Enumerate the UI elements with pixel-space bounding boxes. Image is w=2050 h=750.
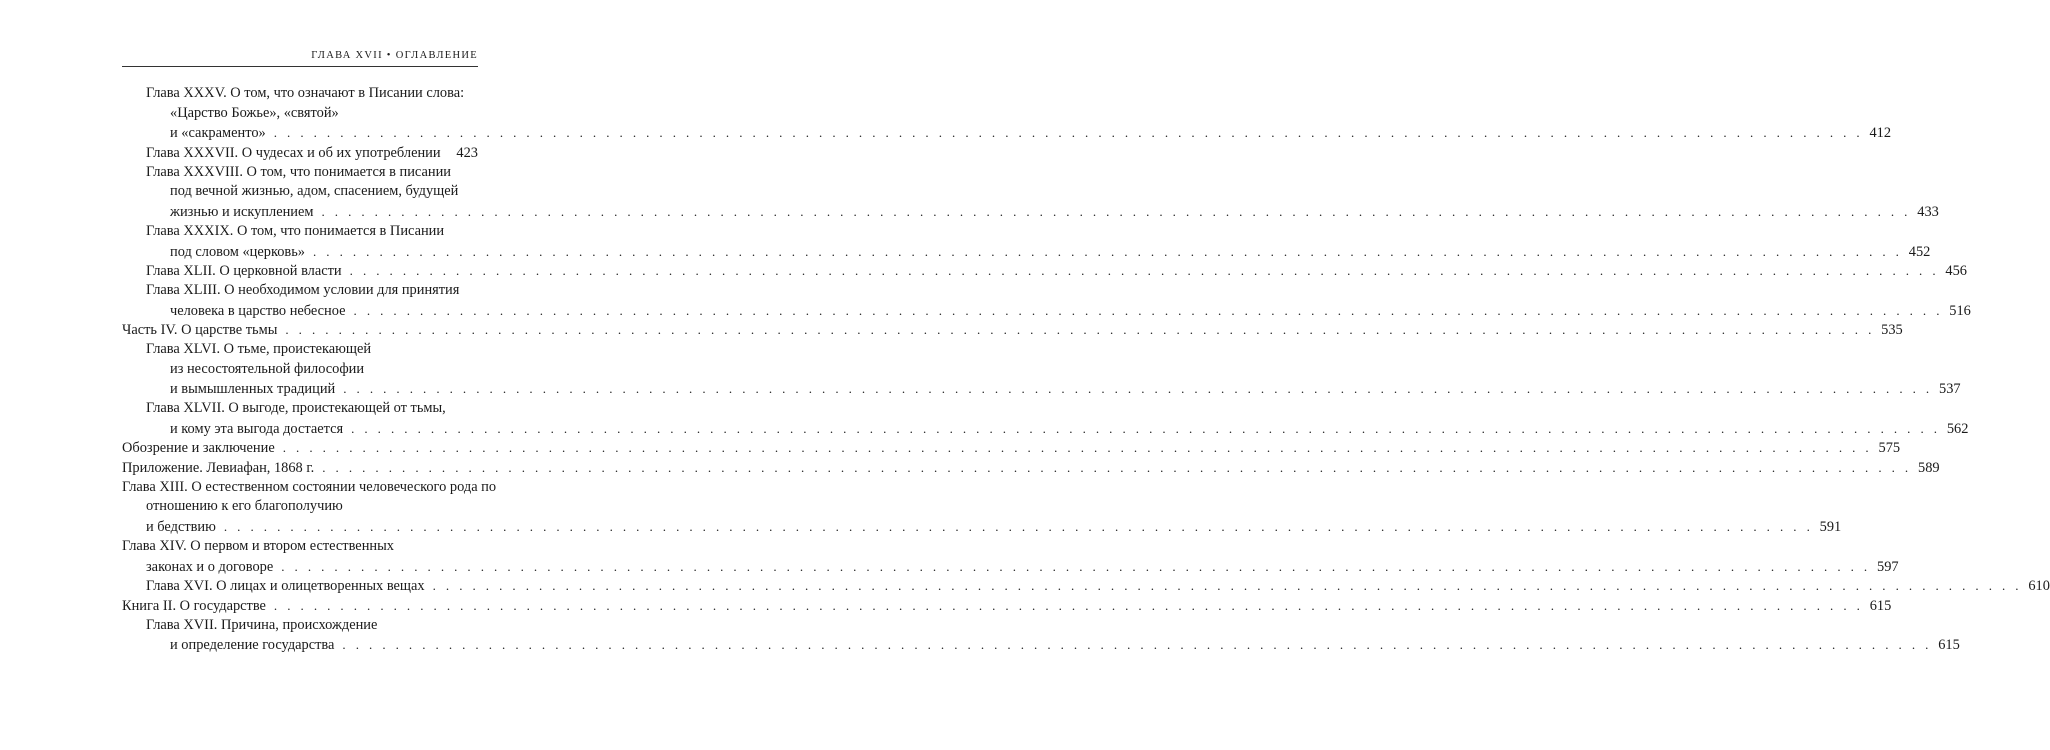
toc-entry[interactable] xyxy=(122,261,1967,281)
toc-entry[interactable] xyxy=(122,537,1899,576)
dot-leader: . . . . . . . . . . . . . . . . . . . . . . . . . . . . . . . . . . . . . . . . . . . . . . . . . . . . . . . . . . . . . . . . . . . . . . . . . . . . . . . . . . . . . . . . . . . . . . . . . . . . . . . . . . . . . . . . . . . . . . . . xyxy=(349,263,1939,279)
toc-line xyxy=(122,596,1892,616)
toc-entry[interactable] xyxy=(122,478,1842,537)
toc-line xyxy=(122,537,478,557)
toc-entry-title: Обозрение и заключение xyxy=(122,440,275,457)
toc-line xyxy=(122,497,478,517)
toc-entry[interactable] xyxy=(122,596,1892,616)
toc-entry-title: отношению к его благополучию xyxy=(146,498,343,515)
dot-leader: . . . . . . . . . . . . . . . . . . . . . . . . . . . . . . . . . . . . . . . . . . . . . . . . . . . . . . . . . . . . . . . . . . . . . . . . . . . . . . . . . . . . . . . . . . . . . . . . . . . . . . . . . . . . . . . . . . . . . . . . xyxy=(223,519,1814,535)
toc-page-number: 589 xyxy=(1918,460,1940,477)
dot-leader: . . . . . . . . . . . . . . . . . . . . . . . . . . . . . . . . . . . . . . . . . . . . . . . . . . . . . . . . . . . . . . . . . . . . . . . . . . . . . . . . . . . . . . . . . . . . . . . . . . . . . . . . . . . . . . . . . . . . . . . . xyxy=(322,460,1912,476)
dot-leader: . . . . . . . . . . . . . . . . . . . . . . . . . . . . . . . . . . . . . . . . . . . . . . . . . . . . . . . . . . . . . . . . . . . . . . . . . . . . . . . . . . . . . . . . . . . . . . . . . . . . . . . . . . . . . . . . . . . . . . . . xyxy=(273,597,1864,613)
toc-entry-title: Глава XIII. О естественном состоянии человеческого рода по xyxy=(122,478,497,495)
toc-entry-title: и кому эта выгода достается xyxy=(170,420,344,437)
toc-entry-title: и бедствию xyxy=(146,519,216,536)
toc-line xyxy=(122,576,2050,596)
toc-line xyxy=(122,320,1903,340)
toc-entry[interactable] xyxy=(122,458,1940,478)
toc-line xyxy=(122,182,478,202)
toc-entry-title: Глава XLIII. О необходимом условии для принятия xyxy=(146,281,460,298)
toc-line xyxy=(122,399,478,419)
dot-leader: . . . . . . . . . . . . . . . . . . . . . . . . . . . . . . . . . . . . . . . . . . . . . . . . . . . . . . . . . . . . . . . . . . . . . . . . . . . . . . . . . . . . . . . . . . . . . . . . . . . . . . . . . . . . . . . . . . . . . . . . xyxy=(353,302,1943,318)
toc-entry[interactable] xyxy=(122,438,1901,458)
toc-line xyxy=(122,261,1967,281)
toc-entry-title: Глава XXXVII. О чудесах и об их употреблении xyxy=(146,145,441,162)
toc-entry-title: Глава XVII. Причина, происхождение xyxy=(146,616,378,633)
toc-entry[interactable] xyxy=(122,222,1931,261)
toc-entry-title: и определение государства xyxy=(170,637,335,654)
toc-entry[interactable] xyxy=(122,281,1971,320)
toc-line xyxy=(122,517,1842,537)
toc-page-number: 537 xyxy=(1939,381,1961,398)
dot-leader xyxy=(449,143,450,163)
toc-entry-title: Глава XLVI. О тьме, проистекающей xyxy=(146,340,372,357)
toc-line xyxy=(122,557,1899,577)
dot-leader: . . . . . . . . . . . . . . . . . . . . . . . . . . . . . . . . . . . . . . . . . . . . . . . . . . . . . . . . . . . . . . . . . . . . . . . . . . . . . . . . . . . . . . . . . . . . . . . . . . . . . . . . . . . . . . . . . . . . . . . . xyxy=(321,204,1911,220)
toc-line xyxy=(122,84,478,104)
toc-line xyxy=(122,281,478,301)
toc-entry-title: Глава XIV. О первом и втором естественных xyxy=(122,537,394,554)
toc-page-number: 516 xyxy=(1949,302,1971,319)
toc-entry-title: законах и о договоре xyxy=(146,558,274,575)
toc-line xyxy=(122,202,1939,222)
toc-entry-title: жизнью и искуплением xyxy=(170,204,314,221)
toc-entry-title: Глава XLVII. О выгоде, проистекающей от тьмы, xyxy=(146,400,446,416)
toc-entry-title: Глава XVI. О лицах и олицетворенных вещах xyxy=(146,578,425,595)
toc-line xyxy=(122,379,1961,399)
toc-entry-title: и «сакраменто» xyxy=(170,125,266,142)
toc-entry[interactable] xyxy=(122,143,478,163)
toc-entry-title: человека в царство небесное xyxy=(170,302,346,319)
header-rule xyxy=(122,66,478,67)
toc-entry-title: Глава XXXVIII. О том, что понимается в писании xyxy=(146,163,451,180)
toc-line xyxy=(122,458,1940,478)
toc-entry[interactable] xyxy=(122,163,1939,222)
toc-line xyxy=(122,242,1931,262)
toc-line xyxy=(122,419,1969,439)
dot-leader: . . . . . . . . . . . . . . . . . . . . . . . . . . . . . . . . . . . . . . . . . . . . . . . . . . . . . . . . . . . . . . . . . . . . . . . . . . . . . . . . . . . . . . . . . . . . . . . . . . . . . . . . . . . . . . . . . . . . . . . . xyxy=(342,637,1932,653)
dot-leader: . . . . . . . . . . . . . . . . . . . . . . . . . . . . . . . . . . . . . . . . . . . . . . . . . . . . . . . . . . . . . . . . . . . . . . . . . . . . . . . . . . . . . . . . . . . . . . . . . . . . . . . . . . . . . . . . . . . . . . . . xyxy=(312,243,1903,259)
toc-page-number: 423 xyxy=(456,145,478,162)
toc-page-number: 412 xyxy=(1869,125,1892,142)
toc-page-number: 456 xyxy=(1945,263,1967,280)
toc-entry[interactable] xyxy=(122,84,1892,143)
toc-page-number: 433 xyxy=(1917,204,1939,221)
toc-page-number: 452 xyxy=(1908,243,1931,260)
toc-line xyxy=(122,222,478,242)
toc-entry-title: из несостоятельной философии xyxy=(170,360,365,377)
toc-entry[interactable] xyxy=(122,399,1969,438)
toc-line xyxy=(122,301,1971,321)
toc-entry[interactable] xyxy=(122,320,1903,340)
toc-page-number: 591 xyxy=(1819,519,1842,536)
dot-leader: . . . . . . . . . . . . . . . . . . . . . . . . . . . . . . . . . . . . . . . . . . . . . . . . . . . . . . . . . . . . . . . . . . . . . . . . . . . . . . . . . . . . . . . . . . . . . . . . . . . . . . . . . . . . . . . . . . . . . . . . xyxy=(343,381,1933,397)
toc-page-number: 615 xyxy=(1869,597,1892,614)
toc-entry-title: Приложение. Левиафан, 1868 г. xyxy=(122,460,315,477)
toc-line xyxy=(122,478,497,498)
toc-line xyxy=(122,104,478,124)
toc-page-number: 535 xyxy=(1881,322,1903,339)
toc-page-number: 610 xyxy=(2028,578,2050,595)
toc-line xyxy=(122,123,1892,143)
dot-leader: . . . . . . . . . . . . . . . . . . . . . . . . . . . . . . . . . . . . . . . . . . . . . . . . . . . . . . . . . . . . . . . . . . . . . . . . . . . . . . . . . . . . . . . . . . . . . . . . . . . . . . . . . . . . . . . . . . . . . . . . xyxy=(285,322,1875,338)
dot-leader: . . . . . . . . . . . . . . . . . . . . . . . . . . . . . . . . . . . . . . . . . . . . . . . . . . . . . . . . . . . . . . . . . . . . . . . . . . . . . . . . . . . . . . . . . . . . . . . . . . . . . . . . . . . . . . . . . . . . . . . . xyxy=(351,420,1941,436)
toc-page-number: 562 xyxy=(1946,420,1969,437)
toc-line xyxy=(122,635,1960,655)
toc-line xyxy=(122,438,1901,458)
toc-entry-title: под вечной жизнью, адом, спасением, будущей xyxy=(170,183,459,200)
toc-entry-title: под словом «церковь» xyxy=(170,243,305,260)
toc-entry[interactable] xyxy=(122,576,2050,596)
toc-entry[interactable] xyxy=(122,340,1961,399)
toc-entry-title: Глава XLII. О церковной власти xyxy=(146,263,342,280)
toc-line xyxy=(122,163,478,183)
toc-entry-title: Глава XXXV. О том, что означают в Писании слова: xyxy=(146,85,465,101)
dot-leader: . . . . . . . . . . . . . . . . . . . . . . . . . . . . . . . . . . . . . . . . . . . . . . . . . . . . . . . . . . . . . . . . . . . . . . . . . . . . . . . . . . . . . . . . . . . . . . . . . . . . . . . . . . . . . . . . . . . . . . . . xyxy=(281,558,1871,574)
toc-line xyxy=(122,340,478,360)
toc-page-number: 575 xyxy=(1878,440,1901,457)
toc-entry-title: Глава XXXIX. О том, что понимается в Писании xyxy=(146,222,445,239)
running-head: ГЛАВА XVII • ОГЛАВЛЕНИЕ xyxy=(311,50,478,61)
toc-entry-title: Книга II. О государстве xyxy=(122,597,266,614)
toc-line xyxy=(122,616,478,636)
toc-page-number: 597 xyxy=(1877,558,1899,575)
toc-entry[interactable] xyxy=(122,616,1960,655)
dot-leader: . . . . . . . . . . . . . . . . . . . . . . . . . . . . . . . . . . . . . . . . . . . . . . . . . . . . . . . . . . . . . . . . . . . . . . . . . . . . . . . . . . . . . . . . . . . . . . . . . . . . . . . . . . . . . . . . . . . . . . . . xyxy=(432,578,2022,594)
dot-leader: . . . . . . . . . . . . . . . . . . . . . . . . . . . . . . . . . . . . . . . . . . . . . . . . . . . . . . . . . . . . . . . . . . . . . . . . . . . . . . . . . . . . . . . . . . . . . . . . . . . . . . . . . . . . . . . . . . . . . . . . xyxy=(282,440,1873,456)
toc-entry-title: «Царство Божье», «святой» xyxy=(170,104,339,121)
toc-entry-title: Часть IV. О царстве тьмы xyxy=(122,322,278,339)
toc-line xyxy=(122,143,478,163)
toc-entry-title: и вымышленных традиций xyxy=(170,381,336,398)
toc-line xyxy=(122,360,478,380)
toc-page-number: 615 xyxy=(1938,637,1960,654)
table-of-contents xyxy=(122,84,2050,655)
dot-leader: . . . . . . . . . . . . . . . . . . . . . . . . . . . . . . . . . . . . . . . . . . . . . . . . . . . . . . . . . . . . . . . . . . . . . . . . . . . . . . . . . . . . . . . . . . . . . . . . . . . . . . . . . . . . . . . . . . . . . . . . xyxy=(273,125,1864,141)
